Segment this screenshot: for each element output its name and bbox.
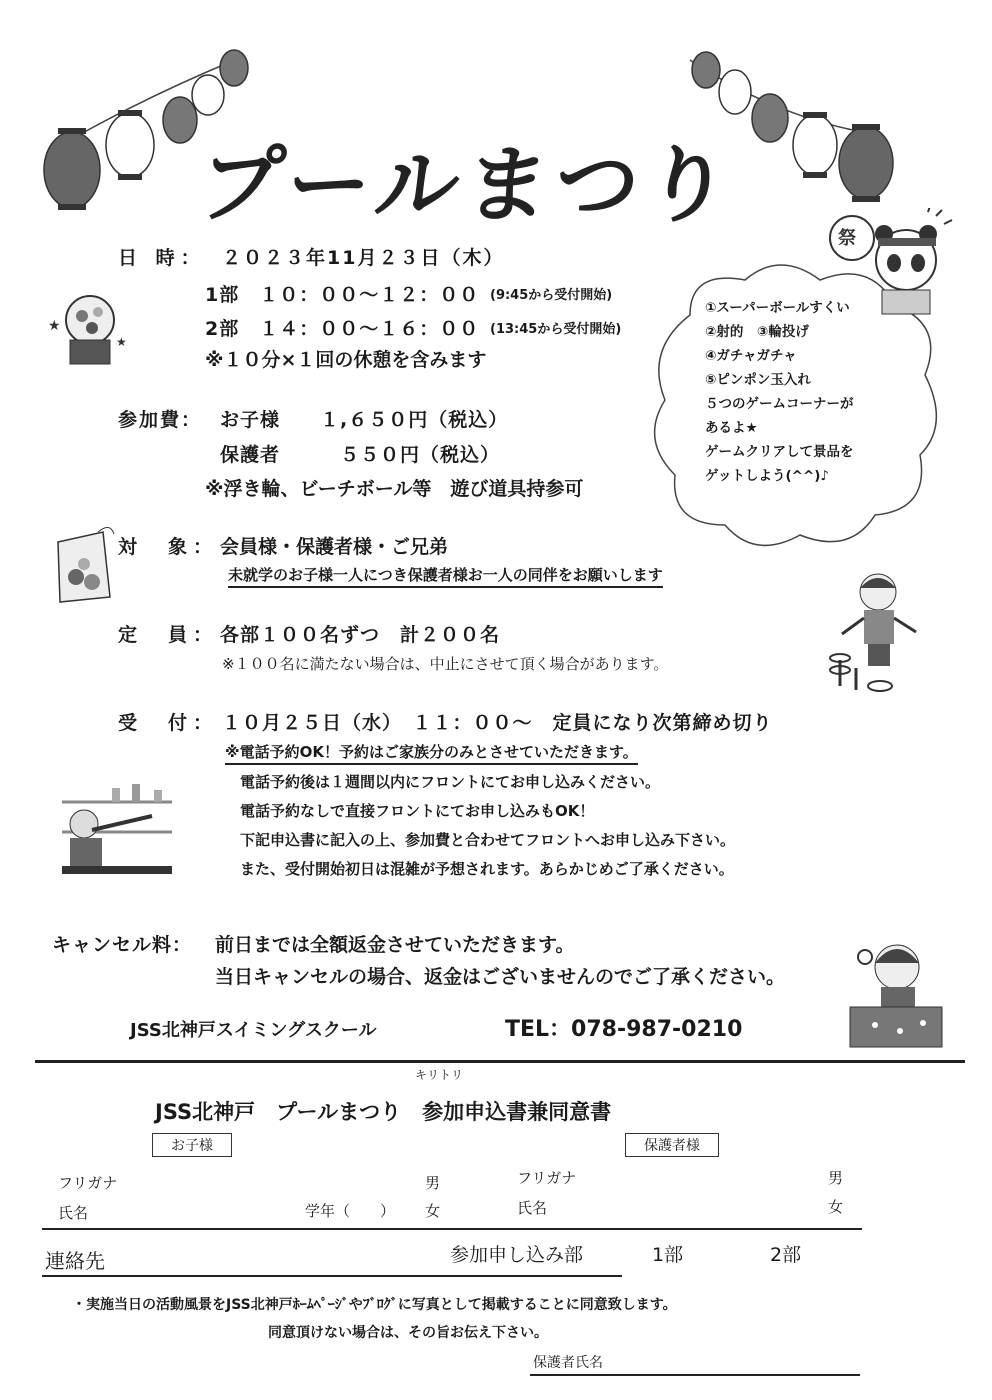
target-note: 未就学のお子様一人につき保護者様お一人の同伴をお願いします [228,564,663,588]
part2-time: 2部 １４：００～１６：００ [205,318,480,340]
cancel-line2: 当日キャンセルの場合、返金はございませんのでご了承ください。 [215,966,786,988]
guardian-box-label: 保護者様 [625,1133,719,1157]
gacha-machine-icon [42,290,132,370]
game-item: ５つのゲームコーナーが [705,396,854,412]
reception-line: 下記申込書に記入の上、参加費と合わせてフロントへお申し込み下さい。 [240,831,736,849]
target-label: 対 象： [118,536,219,558]
game-item: ゲットしよう(^^)♪ [705,468,830,484]
date-label: 日 時： [118,247,206,269]
cancel-label: キャンセル料： [52,934,193,956]
reception-line: ※電話予約OK！予約はご家族分のみとさせていただきます。 [225,741,638,765]
child-female: 女 [425,1202,441,1220]
game-item: ゲームクリアして景品を [705,444,854,460]
reception-line: また、受付開始初日は混雑が予想されます。あらかじめご了承ください。 [240,860,734,878]
signature-line [530,1374,860,1376]
fee-note: ※浮き輪、ビーチボール等 遊び道具持参可 [205,478,584,500]
matsuri-fan-label: 祭 [838,228,856,249]
form-title: JSS北神戸 プールまつり 参加申込書兼同意書 [155,1100,612,1124]
fee-guardian: 保護者 ５５０円（税込） [220,444,501,466]
page-title: プールまつり [194,136,741,234]
consent-line1: ・実施当日の活動風景をJSS北神戸ﾎｰﾑﾍﾟｰｼﾞやﾌﾞﾛｸﾞに写真として掲載することに同意致します。 [72,1297,677,1313]
contact-label: 連絡先 [45,1249,105,1273]
capacity-label: 定 員： [118,624,219,646]
target-value: 会員様・保護者様・ご兄弟 [220,536,449,558]
svg-text:★: ★ [116,335,127,349]
part1-time: 1部 １０：００～１２：００ [205,284,480,306]
guardian-signature-label: 保護者氏名 [533,1355,603,1371]
game-item: ②射的 ③輪投げ [705,324,809,340]
fee-label: 参加費： [118,409,203,431]
part-select-label: 参加申し込み部 [450,1244,584,1266]
shooting-game-icon [62,780,172,875]
child-grade: 学年（ ） [305,1202,396,1220]
reception-line: 電話予約後は１週間以内にフロントにてお申し込みください。 [240,773,661,791]
capacity-value: 各部１００名ずつ 計２００名 [220,624,501,646]
game-item: ①スーパーボールすくい [705,300,850,316]
yoyo-stall-icon [845,935,945,1053]
reception-label: 受 付： [118,712,219,734]
contact-underline [42,1275,622,1277]
reception-line: 電話予約なしで直接フロントにてお申し込みもOK！ [240,802,595,820]
part1-note: (9:45から受付開始) [490,288,613,303]
game-list [705,296,854,488]
yoyo-bag-icon [48,522,118,607]
capacity-note: ※１００名に満たない場合は、中止にさせて頂く場合があります。 [222,655,669,673]
cut-line-label: キリトリ [415,1068,464,1082]
part2-option[interactable]: 2部 [770,1244,802,1266]
date-value: ２０２３年11月２３日（木） [222,247,505,269]
cancel-line1: 前日までは全額返金させていただきます。 [215,934,575,956]
ring-toss-icon [820,570,930,695]
svg-text:★: ★ [48,318,61,334]
name-row-divider [42,1228,862,1230]
child-furigana-label: フリガナ [58,1174,118,1192]
break-note: ※１０分×１回の休憩を含みます [205,349,487,371]
tel-number: TEL：078-987-0210 [505,1017,743,1042]
part2-note: (13:45から受付開始) [490,322,622,337]
part1-option[interactable]: 1部 [652,1244,684,1266]
child-male: 男 [425,1174,441,1192]
game-item: ⑤ピンポン玉入れ [705,372,811,388]
guardian-female: 女 [828,1198,844,1216]
consent-line2: 同意頂けない場合は、その旨お伝え下さい。 [268,1325,548,1341]
guardian-male: 男 [828,1169,844,1187]
fee-child: お子様 １,６５０円（税込） [220,409,509,431]
school-name: JSS北神戸スイミングスクール [130,1020,377,1041]
child-name-label: 氏名 [58,1204,89,1222]
game-item: ④ガチャガチャ [705,348,797,364]
child-box-label: お子様 [152,1133,232,1157]
guardian-furigana-label: フリガナ [517,1169,577,1187]
reception-value: １０月２５日（水） １１：００～ 定員になり次第締め切り [222,712,773,734]
game-item: あるよ★ [705,420,758,436]
guardian-name-label: 氏名 [517,1199,548,1217]
cut-line [35,1060,965,1063]
